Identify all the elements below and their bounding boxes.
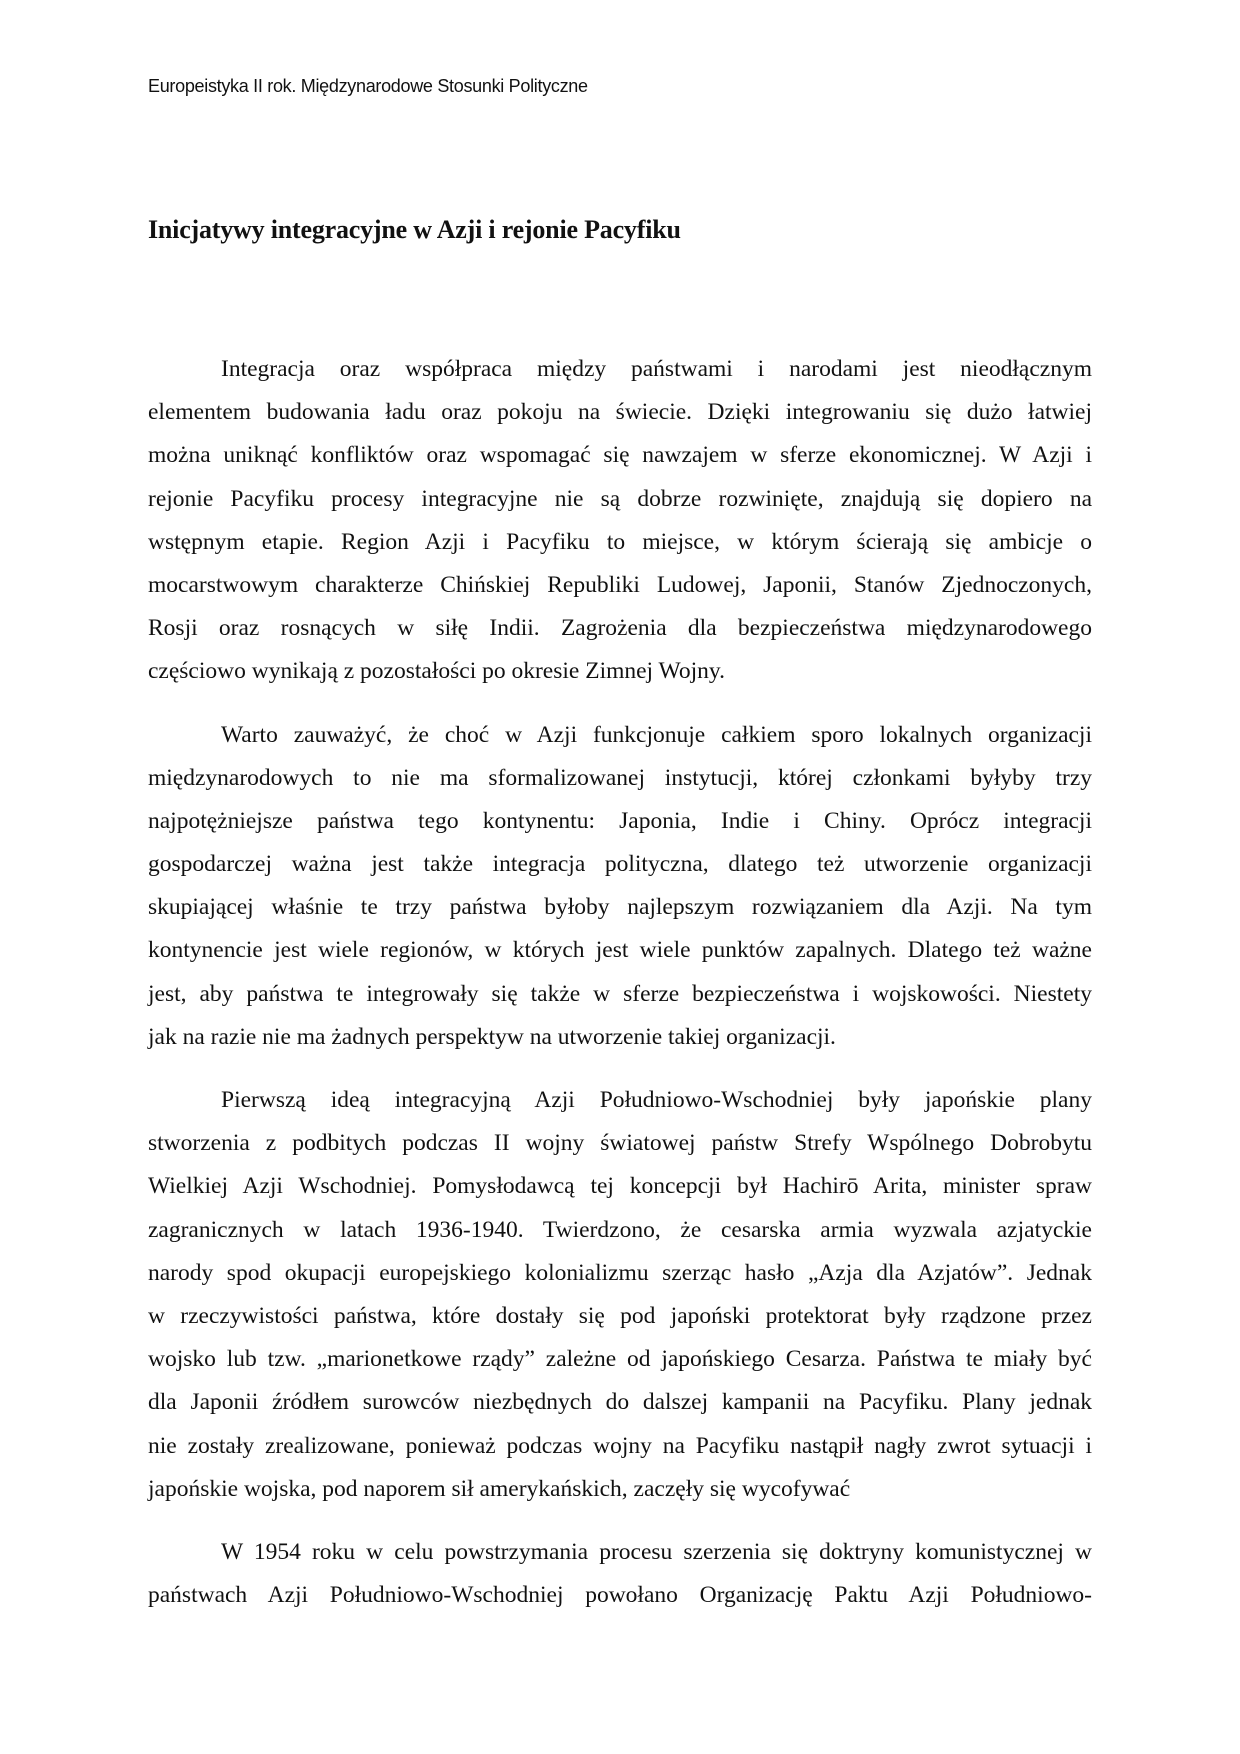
text-line: państwach Azji Południowo-Wschodniej powołano Organizację Paktu Azji Południowo-: [148, 1582, 1092, 1609]
text-line: jest, aby państwa te integrowały się także w sferze bezpieczeństwa i wojskowości. Niestety: [148, 980, 1092, 1007]
text-line: gospodarczej ważna jest także integracja polityczna, dlatego też utworzenie organizacji: [148, 851, 1092, 878]
text-line: najpotężniejsze państwa tego kontynentu: Japonia, Indie i Chiny. Oprócz integracji: [148, 807, 1092, 834]
text-line: dla Japonii źródłem surowców niezbędnych do dalszej kampanii na Pacyfiku. Plany jednak: [148, 1389, 1092, 1416]
text-line: mocarstwowym charakterze Chińskiej Republiki Ludowej, Japonii, Stanów Zjednoczonych,: [148, 571, 1092, 598]
text-line: wojsko lub tzw. „marionetkowe rządy” zależne od japońskiego Cesarza. Państwa te miały być: [148, 1346, 1092, 1373]
text-line: jak na razie nie ma żadnych perspektyw na utworzenie takiej organizacji.: [148, 1023, 836, 1050]
text-line: można uniknąć konfliktów oraz wspomagać się nawzajem w sferze ekonomicznej. W Azji i: [148, 442, 1092, 469]
paragraph: [148, 714, 1092, 1060]
text-line: częściowo wynikają z pozostałości po okresie Zimnej Wojny.: [148, 658, 725, 685]
text-line: elementem budowania ładu oraz pokoju na świecie. Dzięki integrowaniu się dużo łatwiej: [148, 399, 1092, 426]
text-line: Pierwszą ideą integracyjną Azji Południowo-Wschodniej były japońskie plany: [221, 1087, 1092, 1113]
paragraph: [148, 1531, 1092, 1617]
text-line: Wielkiej Azji Wschodniej. Pomysłodawcą tej koncepcji był Hachirō Arita, minister spraw: [148, 1173, 1092, 1200]
text-line: zagranicznych w latach 1936-1940. Twierdzono, że cesarska armia wyzwala azjatyckie: [148, 1216, 1092, 1243]
document-body: [148, 348, 1092, 1637]
text-line: wstępnym etapie. Region Azji i Pacyfiku to miejsce, w którym ścierają się ambicje o: [148, 528, 1092, 555]
paragraph: [148, 348, 1092, 694]
running-header: Europeistyka II rok. Międzynarodowe Stosunki Polityczne: [148, 76, 588, 96]
text-line: stworzenia z podbitych podczas II wojny światowej państw Strefy Wspólnego Dobrobytu: [148, 1130, 1092, 1157]
text-line: międzynarodowych to nie ma sformalizowanej instytucji, której członkami byłyby trzy: [148, 764, 1092, 791]
document-title: Inicjatywy integracyjne w Azji i rejonie Pacyfiku: [148, 215, 681, 244]
text-line: japońskie wojska, pod naporem sił amerykańskich, zaczęły się wycofywać: [148, 1475, 851, 1502]
text-line: skupiającej właśnie te trzy państwa byłoby najlepszym rozwiązaniem dla Azji. Na tym: [148, 894, 1092, 921]
text-line: nie zostały zrealizowane, ponieważ podczas wojny na Pacyfiku nastąpił nagły zwrot sytuacji i: [148, 1432, 1092, 1459]
text-line: Rosji oraz rosnących w siłę Indii. Zagrożenia dla bezpieczeństwa międzynarodowego: [148, 615, 1092, 642]
paragraph: [148, 1079, 1092, 1511]
text-line: rejonie Pacyfiku procesy integracyjne nie są dobrze rozwinięte, znajdują się dopiero na: [148, 485, 1092, 512]
text-line: w rzeczywistości państwa, które dostały się pod japoński protektorat były rządzone przez: [148, 1302, 1092, 1329]
text-line: Warto zauważyć, że choć w Azji funkcjonuje całkiem sporo lokalnych organizacji: [221, 721, 1092, 748]
text-line: W 1954 roku w celu powstrzymania procesu szerzenia się doktryny komunistycznej w: [221, 1538, 1092, 1565]
text-line: Integracja oraz współpraca między państwami i narodami jest nieodłącznym: [221, 356, 1092, 382]
text-line: narody spod okupacji europejskiego kolonializmu szerząc hasło „Azja dla Azjatów”. Jednak: [148, 1259, 1092, 1286]
text-line: kontynencie jest wiele regionów, w których jest wiele punktów zapalnych. Dlatego też ważne: [148, 937, 1092, 964]
